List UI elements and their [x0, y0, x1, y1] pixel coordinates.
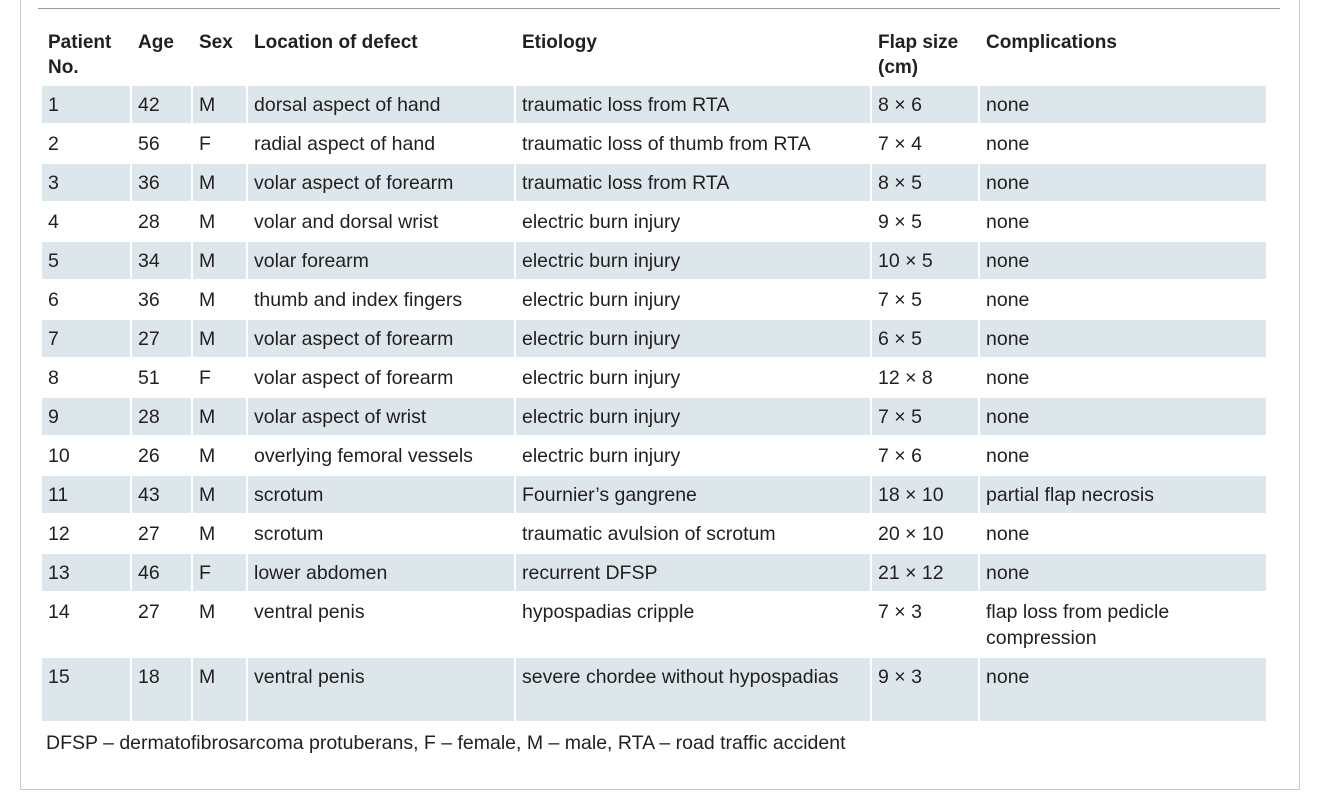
cell-flap-size: 8 × 6: [872, 86, 978, 123]
cell-patient-no: 14: [48, 601, 70, 623]
cell-flap-size: 20 × 10: [878, 523, 944, 545]
header-patient-no: Patient No.: [48, 32, 112, 78]
cell-location: scrotum: [254, 523, 324, 545]
cell-flap-size: 8 × 5: [872, 164, 978, 201]
cell-sex: M: [199, 601, 216, 623]
cell-complications: flap loss from pedicle compression: [986, 601, 1170, 649]
cell-patient-no: 10: [48, 445, 70, 467]
cell-location: volar aspect of wrist: [248, 398, 514, 435]
cell-location: radial aspect of hand: [254, 133, 436, 155]
cell-sex: M: [193, 476, 246, 513]
cell-complications: none: [980, 242, 1266, 279]
cell-age: 28: [132, 398, 191, 435]
cell-age: 51: [138, 367, 160, 389]
cell-flap-size: 7 × 4: [878, 133, 922, 155]
cell-flap-size: 12 × 8: [878, 367, 933, 389]
cell-flap-size: 7 × 3: [878, 601, 922, 623]
table-row: [42, 359, 1266, 396]
cell-age: 26: [138, 445, 160, 467]
cell-etiology: recurrent DFSP: [516, 554, 870, 591]
cell-patient-no: 6: [48, 289, 59, 311]
cell-etiology: Fournier’s gangrene: [516, 476, 870, 513]
cell-location: ventral penis: [254, 601, 365, 623]
cell-location: ventral penis: [248, 658, 514, 721]
cell-age: 42: [132, 86, 191, 123]
table-row: [42, 242, 1266, 279]
cell-complications: partial flap necrosis: [980, 476, 1266, 513]
table-row: [42, 476, 1266, 513]
cell-flap-size: 7 × 6: [878, 445, 922, 467]
table-row: [42, 203, 1266, 240]
table-row: [42, 281, 1266, 318]
cell-age: 18: [132, 658, 191, 721]
cell-etiology: severe chordee without hypospadias: [516, 658, 870, 721]
cell-location: volar aspect of forearm: [254, 367, 454, 389]
cell-etiology: electric burn injury: [522, 289, 681, 311]
cell-age: 46: [132, 554, 191, 591]
cell-location: lower abdomen: [248, 554, 514, 591]
cell-age: 36: [138, 289, 160, 311]
cell-complications: none: [980, 554, 1266, 591]
cell-flap-size: 7 × 5: [872, 398, 978, 435]
cell-sex: M: [193, 86, 246, 123]
header-complications: Complications: [986, 32, 1117, 53]
cell-etiology: traumatic avulsion of scrotum: [522, 523, 776, 545]
cell-location: thumb and index fingers: [254, 289, 463, 311]
cell-sex: F: [193, 554, 246, 591]
cell-flap-size: 18 × 10: [872, 476, 978, 513]
cell-sex: M: [199, 289, 216, 311]
cell-complications: none: [980, 86, 1266, 123]
cell-flap-size: 7 × 5: [878, 289, 922, 311]
table-row: [42, 164, 1266, 201]
cell-flap-size: 6 × 5: [872, 320, 978, 357]
cell-sex: M: [193, 242, 246, 279]
cell-age: 28: [138, 211, 160, 233]
cell-patient-no: 13: [42, 554, 130, 591]
cell-age: 27: [138, 601, 160, 623]
cell-sex: M: [193, 658, 246, 721]
cell-etiology: electric burn injury: [516, 320, 870, 357]
cell-location: volar aspect of forearm: [248, 164, 514, 201]
table-row: [42, 320, 1266, 357]
cell-sex: M: [199, 445, 216, 467]
cell-complications: none: [986, 367, 1030, 389]
cell-sex: F: [199, 133, 211, 155]
cell-complications: none: [980, 164, 1266, 201]
cell-age: 27: [138, 523, 160, 545]
cell-complications: none: [986, 523, 1030, 545]
table-footnote: DFSP – dermatofibrosarcoma protuberans, F – female, M – male, RTA – road traffic accident: [46, 732, 846, 754]
cell-flap-size: 9 × 3: [872, 658, 978, 721]
cell-patient-no: 12: [48, 523, 70, 545]
cell-location: overlying femoral vessels: [254, 445, 473, 467]
cell-etiology: traumatic loss from RTA: [516, 164, 870, 201]
cell-location: volar aspect of forearm: [248, 320, 514, 357]
cell-etiology: electric burn injury: [522, 445, 681, 467]
cell-patient-no: 7: [42, 320, 130, 357]
cell-age: 56: [138, 133, 160, 155]
table-header-row: [42, 26, 1266, 84]
cell-age: 43: [132, 476, 191, 513]
table-row: [42, 437, 1266, 474]
cell-patient-no: 2: [48, 133, 59, 155]
cell-patient-no: 1: [42, 86, 130, 123]
cell-location: scrotum: [248, 476, 514, 513]
cell-age: 36: [132, 164, 191, 201]
cell-patient-no: 8: [48, 367, 59, 389]
table-row: [42, 515, 1266, 552]
cell-complications: none: [986, 133, 1030, 155]
cell-flap-size: 10 × 5: [872, 242, 978, 279]
cell-location: dorsal aspect of hand: [248, 86, 514, 123]
cell-etiology: traumatic loss from RTA: [516, 86, 870, 123]
top-rule-divider: [38, 8, 1280, 9]
cell-patient-no: 3: [42, 164, 130, 201]
cell-complications: none: [980, 658, 1266, 721]
table-row: [42, 125, 1266, 162]
cell-sex: M: [199, 523, 216, 545]
table-row: [42, 658, 1266, 721]
cell-sex: M: [199, 211, 216, 233]
cell-patient-no: 4: [48, 211, 59, 233]
cell-patient-no: 5: [42, 242, 130, 279]
cell-sex: M: [193, 398, 246, 435]
cell-etiology: electric burn injury: [522, 211, 681, 233]
patient-table: [40, 24, 1268, 723]
table-row: [42, 398, 1266, 435]
header-etiology: Etiology: [522, 32, 597, 53]
cell-patient-no: 11: [42, 476, 130, 513]
header-location: Location of defect: [254, 32, 418, 53]
cell-etiology: electric burn injury: [516, 242, 870, 279]
table-row: [42, 86, 1266, 123]
cell-location: volar and dorsal wrist: [254, 211, 439, 233]
header-flap-size: Flap size (cm): [878, 32, 959, 78]
cell-patient-no: 9: [42, 398, 130, 435]
header-sex: Sex: [199, 32, 233, 53]
cell-etiology: traumatic loss of thumb from RTA: [522, 133, 811, 155]
table-row: [42, 593, 1266, 656]
cell-age: 34: [132, 242, 191, 279]
cell-patient-no: 15: [42, 658, 130, 721]
table-row: [42, 554, 1266, 591]
cell-complications: none: [986, 211, 1030, 233]
header-age: Age: [138, 32, 174, 53]
cell-complications: none: [980, 320, 1266, 357]
cell-etiology: electric burn injury: [516, 398, 870, 435]
cell-sex: F: [199, 367, 211, 389]
cell-etiology: electric burn injury: [522, 367, 681, 389]
cell-complications: none: [986, 289, 1030, 311]
cell-sex: M: [193, 164, 246, 201]
cell-complications: none: [986, 445, 1030, 467]
cell-flap-size: 9 × 5: [878, 211, 922, 233]
cell-etiology: hypospadias cripple: [522, 601, 695, 623]
cell-age: 27: [132, 320, 191, 357]
cell-location: volar forearm: [248, 242, 514, 279]
cell-sex: M: [193, 320, 246, 357]
cell-flap-size: 21 × 12: [872, 554, 978, 591]
cell-complications: none: [980, 398, 1266, 435]
